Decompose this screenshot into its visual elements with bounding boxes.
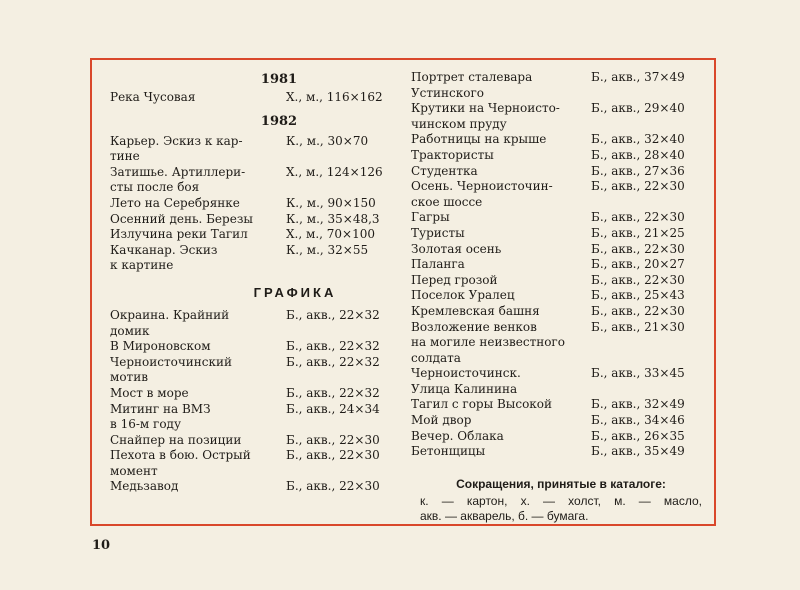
entry-title: Кремлевская башня (411, 303, 540, 318)
entry-medium (591, 195, 711, 211)
entry-title: солдата (411, 350, 461, 365)
entry-medium (286, 180, 400, 196)
left-column (110, 70, 400, 495)
catalog-entry (411, 257, 711, 273)
graphics-heading: ГРАФИКА (253, 284, 337, 300)
entry-title: Митинг на ВМЗ (110, 401, 211, 416)
entry-title: Студентка (411, 163, 478, 178)
entry-medium: Б., акв., 21×25 (591, 225, 685, 240)
catalog-entry (411, 148, 711, 164)
entry-medium: К., м., 35×48,3 (286, 211, 380, 226)
entry-title: Черноисточинск. (411, 366, 521, 381)
entry-title: ское шоссе (411, 194, 483, 209)
entry-title: Трактористы (411, 147, 494, 162)
entry-title: Мой двор (411, 413, 472, 428)
entry-medium (591, 382, 711, 398)
catalog-entry (110, 464, 400, 480)
entry-medium: Б., акв., 22×32 (286, 354, 380, 369)
entry-medium: Б., акв., 22×32 (286, 385, 380, 400)
entry-title: Карьер. Эскиз к кар- (110, 133, 243, 148)
catalog-entry (110, 386, 400, 402)
catalog-entry (411, 164, 711, 180)
entry-medium: К., м., 90×150 (286, 195, 376, 210)
catalog-entry (110, 370, 400, 386)
right-column (411, 70, 711, 460)
entry-medium: Б., акв., 22×30 (286, 479, 380, 494)
entry-medium (591, 335, 711, 351)
graphics-list (110, 308, 400, 495)
entry-title: Затишье. Артиллери- (110, 164, 246, 179)
catalog-entry (411, 101, 711, 117)
catalog-entry (110, 165, 400, 181)
entry-title: Поселок Уралец (411, 288, 515, 303)
catalog-entry (411, 288, 711, 304)
entry-medium: Б., акв., 22×30 (591, 179, 685, 194)
entry-medium: Б., акв., 21×30 (591, 319, 685, 334)
entry-title: в 16-м году (110, 417, 182, 432)
entry-medium: Б., акв., 32×49 (591, 397, 685, 412)
entry-medium: Б., акв., 22×30 (286, 432, 380, 447)
right-works-list (411, 70, 711, 460)
entry-title: момент (110, 463, 158, 478)
entry-title: Улица Калинина (411, 381, 518, 396)
abbreviations-block (420, 477, 702, 524)
catalog-entry (110, 417, 400, 433)
entry-title: Туристы (411, 225, 465, 240)
entry-medium: Б., акв., 27×36 (591, 163, 685, 178)
year-heading-1982: 1982 (260, 113, 298, 129)
catalog-entry (411, 117, 711, 133)
entry-title: Окраина. Крайний (110, 307, 230, 322)
catalog-entry (110, 308, 400, 324)
entry-medium: Б., акв., 35×49 (591, 444, 685, 459)
catalog-entry (411, 351, 711, 367)
abbreviations-line-1: к. — картон, х. — холст, м. — масло, (420, 494, 702, 508)
catalog-entry (110, 212, 400, 228)
entry-title: Осенний день. Березы (110, 211, 253, 226)
entry-medium: Б., акв., 29×40 (591, 101, 685, 116)
entry-title: Тагил с горы Высокой (411, 397, 553, 412)
catalog-entry (110, 402, 400, 418)
catalog-entry (110, 479, 400, 495)
entry-title: Качканар. Эскиз (110, 242, 218, 257)
entry-title: Лето на Серебрянке (110, 195, 240, 210)
abbreviations-heading: Сокращения, принятые в каталоге: (456, 477, 666, 491)
works-1982-list (110, 134, 400, 274)
catalog-entry (411, 366, 711, 382)
catalog-entry (110, 227, 400, 243)
entry-medium: Х., м., 124×126 (286, 164, 383, 179)
entry-title: Перед грозой (411, 272, 498, 287)
entry-title: Излучина реки Тагил (110, 227, 248, 242)
entry-medium: Б., акв., 22×32 (286, 307, 380, 322)
catalog-entry (411, 179, 711, 195)
entry-title: Река Чусовая (110, 90, 196, 104)
catalog-entry (411, 335, 711, 351)
entry-title: Мост в море (110, 385, 189, 400)
catalog-entry (411, 132, 711, 148)
catalog-entry (411, 242, 711, 258)
catalog-entry (411, 273, 711, 289)
entry-medium: Б., акв., 33×45 (591, 366, 685, 381)
entry-title: Вечер. Облака (411, 428, 504, 443)
entry-medium: Б., акв., 34×46 (591, 413, 685, 428)
entry-title: Черноисточинский (110, 354, 233, 369)
entry-title: чинском пруду (411, 116, 507, 131)
catalog-entry (110, 448, 400, 464)
entry-title: Бетонщицы (411, 444, 486, 459)
entry-title: Золотая осень (411, 241, 502, 256)
entry-title: Осень. Черноисточин- (411, 179, 553, 194)
entry-medium (286, 324, 400, 340)
catalog-entry (411, 210, 711, 226)
entry-medium: Б., акв., 22×30 (591, 303, 685, 318)
entry-medium (286, 149, 400, 165)
entry-title: Устинского (411, 85, 484, 100)
catalog-entry (411, 320, 711, 336)
catalog-entry (110, 180, 400, 196)
entry-title: Портрет сталевара (411, 70, 533, 84)
entry-medium: Б., акв., 22×30 (286, 448, 380, 463)
works-1981-list (110, 90, 400, 106)
entry-title: к картине (110, 258, 174, 273)
catalog-entry (110, 134, 400, 150)
entry-medium (286, 258, 400, 274)
entry-title: на могиле неизвестного (411, 335, 565, 350)
entry-medium: Б., акв., 37×49 (591, 70, 685, 84)
entry-title: сты после боя (110, 180, 200, 195)
entry-title: Паланга (411, 257, 465, 272)
catalog-entry (411, 444, 711, 460)
entry-medium (286, 464, 400, 480)
entry-title: Возложение венков (411, 319, 537, 334)
entry-medium: Б., акв., 26×35 (591, 428, 685, 443)
catalog-entry (110, 433, 400, 449)
entry-title: Пехота в бою. Острый (110, 448, 251, 463)
catalog-entry (411, 195, 711, 211)
catalog-entry (110, 149, 400, 165)
entry-medium: Х., м., 70×100 (286, 227, 375, 242)
entry-medium: Б., акв., 25×43 (591, 288, 685, 303)
entry-medium: Б., акв., 22×30 (591, 210, 685, 225)
entry-title: Снайпер на позиции (110, 432, 242, 447)
entry-title: Медьзавод (110, 479, 179, 494)
entry-medium: Б., акв., 20×27 (591, 257, 685, 272)
catalog-entry (411, 226, 711, 242)
catalog-entry (110, 324, 400, 340)
year-heading-1981: 1981 (260, 72, 298, 87)
entry-medium: Б., акв., 22×30 (591, 241, 685, 256)
entry-title: тине (110, 149, 140, 164)
entry-medium: Б., акв., 32×40 (591, 132, 685, 147)
catalog-entry (411, 70, 711, 86)
catalog-entry (411, 304, 711, 320)
entry-title: домик (110, 323, 150, 338)
catalog-entry (110, 339, 400, 355)
catalog-entry (110, 90, 400, 106)
catalog-entry (411, 429, 711, 445)
entry-medium (591, 86, 711, 102)
entry-medium: Б., акв., 24×34 (286, 401, 380, 416)
entry-medium: Б., акв., 22×30 (591, 272, 685, 287)
entry-medium (591, 351, 711, 367)
catalog-entry (411, 382, 711, 398)
entry-medium (591, 117, 711, 133)
catalog-entry (411, 413, 711, 429)
entry-title: Крутики на Черноисто- (411, 101, 560, 116)
entry-title: В Мироновском (110, 339, 211, 354)
entry-medium: Х., м., 116×162 (286, 90, 383, 104)
entry-title: Работницы на крыше (411, 132, 547, 147)
catalog-entry (411, 86, 711, 102)
catalog-entry (110, 258, 400, 274)
entry-medium: К., м., 32×55 (286, 242, 369, 257)
catalog-entry (411, 397, 711, 413)
catalog-entry (110, 355, 400, 371)
entry-medium: Б., акв., 22×32 (286, 339, 380, 354)
page-number: 10 (92, 538, 111, 553)
catalog-entry (110, 243, 400, 259)
entry-title: Гагры (411, 210, 450, 225)
entry-title: мотив (110, 370, 148, 385)
entry-medium (286, 417, 400, 433)
catalog-entry (110, 196, 400, 212)
abbreviations-line-2: акв. — акварель, б. — бумага. (420, 509, 589, 523)
entry-medium: К., м., 30×70 (286, 133, 369, 148)
entry-medium (286, 370, 400, 386)
entry-medium: Б., акв., 28×40 (591, 147, 685, 162)
